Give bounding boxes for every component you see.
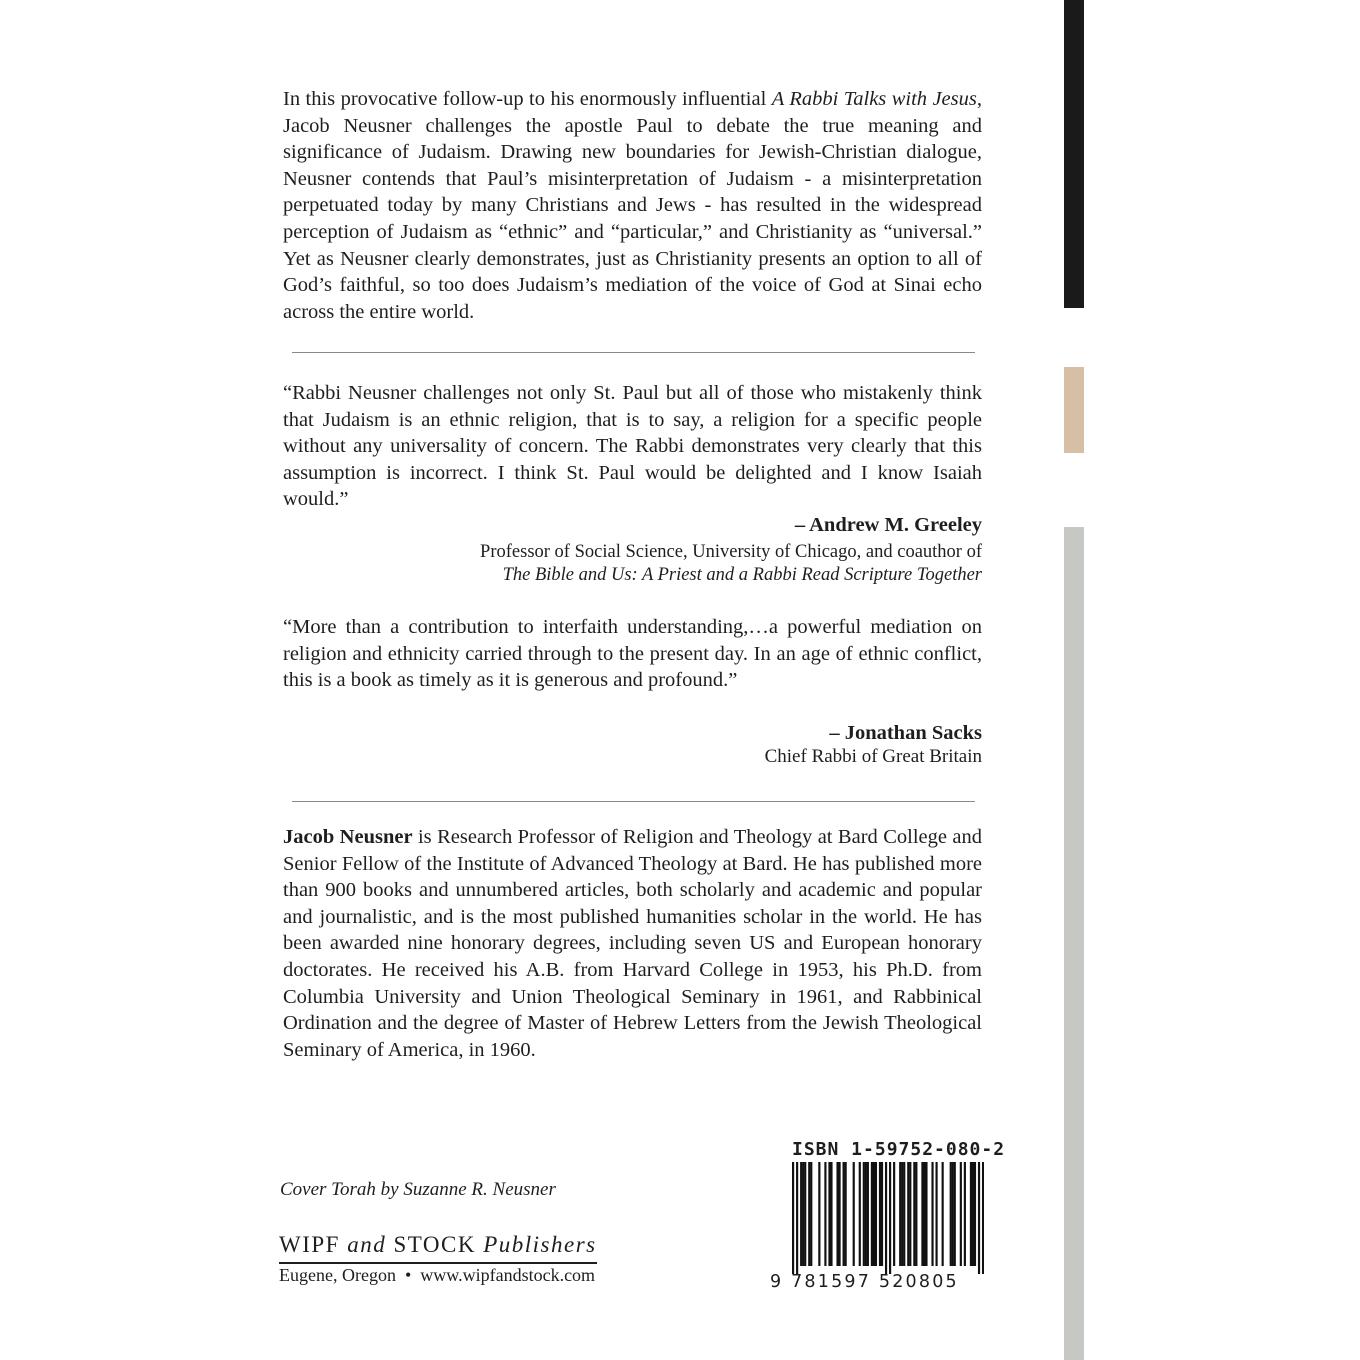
spine-tan-bar	[1064, 367, 1084, 453]
barcode-bar	[972, 1162, 974, 1266]
barcode-bar	[903, 1162, 905, 1266]
isbn-label: ISBN 1-59752-080-2	[792, 1139, 1006, 1160]
barcode-bar	[881, 1162, 883, 1266]
barcode-bar	[879, 1162, 881, 1266]
publisher-name-and: and	[347, 1232, 387, 1257]
endorsement-quote: “Rabbi Neusner challenges not only St. Paul but all of those who mistakenly think that Judaism is an ethnic religion, that is to say, a religion for a specific people without any universality of concern. The Rabbi demonstrates very clearly that this assumption is incorrect. I think St. Paul would be delighted and I know Isaiah would.”	[283, 382, 982, 511]
barcode-bar	[875, 1162, 877, 1266]
author-bio	[283, 824, 982, 1063]
barcode-bar	[804, 1162, 806, 1266]
barcode-bar	[845, 1162, 847, 1266]
barcode	[792, 1162, 984, 1274]
description-title: A Rabbi Talks with Jesus	[771, 88, 977, 110]
barcode-bar	[901, 1162, 903, 1266]
barcode-bar	[982, 1162, 984, 1274]
barcode-bar	[935, 1162, 937, 1266]
barcode-bar	[808, 1162, 810, 1266]
endorsement-author: – Jonathan Sacks	[829, 722, 982, 744]
book-description	[283, 86, 982, 325]
description-intro: In this provocative follow-up to his enormously influential	[283, 88, 772, 110]
spine-gray-bar	[1064, 527, 1084, 1360]
barcode-bar	[824, 1162, 826, 1266]
barcode-bar	[931, 1162, 933, 1266]
divider-rule	[292, 801, 975, 802]
barcode-bar	[843, 1162, 845, 1266]
barcode-bar	[907, 1162, 909, 1266]
barcode-bar	[960, 1162, 962, 1266]
author-name: Jacob Neusner	[283, 826, 413, 848]
publisher-name-part: STOCK	[386, 1232, 484, 1257]
ean-number: 9 781597 520805	[770, 1272, 959, 1292]
barcode-bar	[828, 1162, 830, 1266]
barcode-bar	[954, 1162, 956, 1266]
cover-credit: Cover Torah by Suzanne R. Neusner	[280, 1179, 556, 1200]
barcode-bar	[893, 1162, 895, 1266]
barcode-bar	[792, 1162, 794, 1274]
barcode-bar	[915, 1162, 917, 1266]
barcode-bar	[865, 1162, 867, 1266]
barcode-bar	[885, 1162, 887, 1274]
endorsement-author: – Andrew M. Greeley	[794, 514, 982, 536]
endorsement-quote: “More than a contribution to interfaith understanding,…a powerful mediation on religion and ethnicity carried through to the present day. In an age of ethnic conflict, this is a book as timely as it is generous and profound.”	[283, 616, 982, 692]
barcode-bar	[974, 1162, 976, 1266]
barcode-bar	[838, 1162, 840, 1266]
barcode-bar	[923, 1162, 925, 1266]
barcode-bar	[950, 1162, 952, 1266]
barcode-bar	[913, 1162, 915, 1266]
barcode-bar	[978, 1162, 980, 1274]
barcode-bar	[830, 1162, 832, 1266]
barcode-bar	[909, 1162, 911, 1266]
barcode-bar	[889, 1162, 891, 1274]
barcode-bar	[925, 1162, 927, 1266]
barcode-bar	[859, 1162, 861, 1266]
endorsement-affiliation: Professor of Social Science, University of Chicago, and coauthor of	[480, 542, 982, 562]
spine-black-bar	[1064, 0, 1084, 308]
divider-rule	[292, 352, 975, 353]
barcode-bar	[853, 1162, 855, 1266]
barcode-bar	[942, 1162, 944, 1266]
endorsement-affiliation: Chief Rabbi of Great Britain	[764, 746, 982, 767]
publisher-name-part: Publishers	[483, 1232, 597, 1257]
barcode-bar	[796, 1162, 798, 1274]
description-body: , Jacob Neusner challenges the apostle Paul to debate the true meaning and significance of Judaism. Drawing new boundaries for Jewish-Christian dialogue, Neusner contends that Paul’s misinterpretation of Judaism - a misinterpretation perpetuated today by many Christians and Jews - has resulted in the widespread perception of Judaism as “ethnic” and “particular,” and Christianity as “universal.” Yet as Neusner clearly demonstrates, just as Christianity presents an option to all of God’s faithful, so too does Judaism’s mediation of the voice of God at Sinai echo across the entire world.	[283, 88, 982, 323]
endorsement-book-title: The Bible and Us: A Priest and a Rabbi Read Scripture Together	[502, 565, 982, 585]
barcode-bar	[970, 1162, 972, 1266]
barcode-bar	[873, 1162, 875, 1266]
barcode-bar	[899, 1162, 901, 1266]
barcode-bar	[863, 1162, 865, 1266]
barcode-bar	[800, 1162, 802, 1266]
barcode-bar	[871, 1162, 873, 1266]
barcode-bar	[818, 1162, 820, 1266]
barcode-bar	[921, 1162, 923, 1266]
barcode-bar	[802, 1162, 804, 1266]
barcode-bar	[836, 1162, 838, 1266]
publisher-location: Eugene, Oregon • www.wipfandstock.com	[279, 1265, 596, 1285]
publisher-name-part: WIPF	[279, 1232, 348, 1257]
barcode-bar	[810, 1162, 812, 1266]
author-bio-text: is Research Professor of Religion and Theology at Bard College and Senior Fellow of the Institute of Advanced Theology at Bard. He has published more than 900 books and unnumbered articles, both scholarly and academic and popular and journalistic, and is the most published humanities scholar in the world. He has been awarded nine honorary degrees, including seven US and European honorary doctorates. He received his A.B. from Harvard College in 1953, his Ph.D. from Columbia University and Union Theological Seminary in 1961, and Rabbinical Ordination and the degree of Master of Hebrew Letters from the Jewish Theological Seminary of America, in 1960.	[283, 826, 982, 1061]
publisher-name	[279, 1232, 597, 1264]
barcode-bar	[952, 1162, 954, 1266]
barcode-bar	[964, 1162, 966, 1266]
barcode-bar	[867, 1162, 869, 1266]
